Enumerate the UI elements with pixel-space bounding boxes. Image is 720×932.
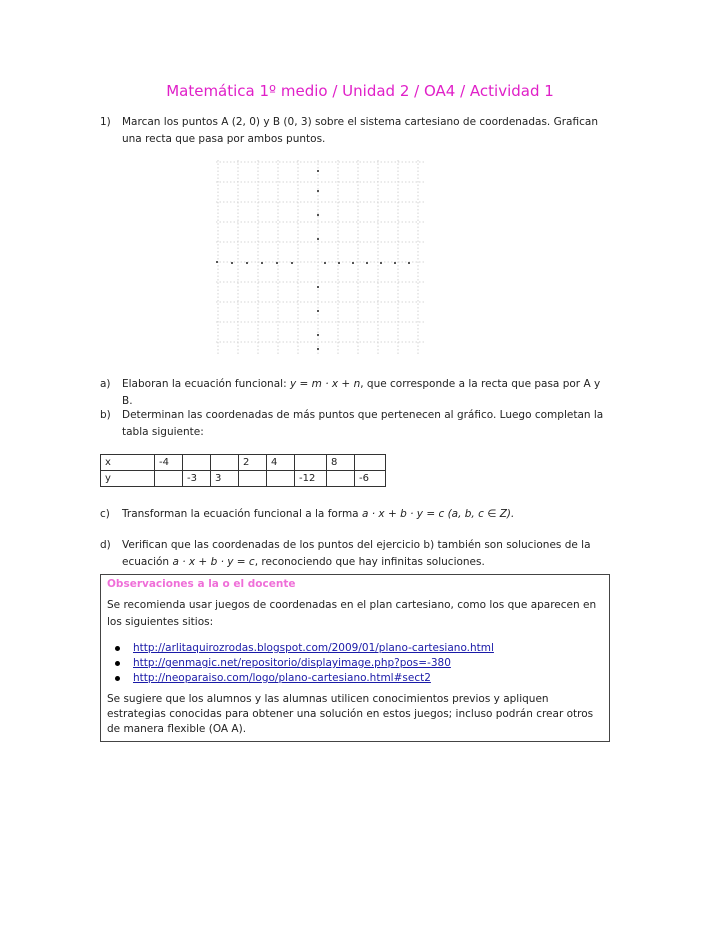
teacher-observations-box: [100, 574, 610, 742]
table-cell: -12: [295, 471, 327, 487]
item-b-text: Determinan las coordenadas de más puntos que pertenecen al gráfico. Luego completan la tabla siguiente:: [122, 409, 604, 438]
item-a-number: a): [100, 378, 111, 390]
item-c-equation: a · x + b · y = c (a, b, c ∈ Z).: [361, 508, 515, 520]
table-cell: [355, 455, 386, 471]
item-1: [100, 114, 612, 148]
item-c-pre: Transforman la ecuación funcional a la forma: [122, 508, 362, 520]
item-c: [100, 506, 612, 523]
table-cell: -3: [183, 471, 211, 487]
table-row-y: [101, 471, 386, 487]
cartesian-grid: [216, 160, 426, 355]
item-d-text: [122, 537, 612, 571]
table-row-x: [101, 455, 386, 471]
list-item: [115, 671, 494, 686]
table-cell: 3: [211, 471, 239, 487]
item-a-equation: y = m · x + n: [289, 378, 361, 390]
links-list: [115, 641, 494, 686]
item-d-equation: a · x + b · y = c: [172, 556, 255, 568]
table-cell: [211, 455, 239, 471]
bullet-icon: [115, 646, 120, 651]
item-c-text: [122, 506, 612, 523]
table-cell: [327, 471, 355, 487]
bullet-icon: [115, 661, 120, 666]
link-3[interactable]: http://neoparaiso.com/logo/plano-cartesiano.html#sect2: [133, 672, 431, 684]
table-header-y: y: [101, 471, 155, 487]
table-cell: [239, 471, 267, 487]
table-cell: -6: [355, 471, 386, 487]
table-cell: -4: [155, 455, 183, 471]
item-1-number: 1): [100, 116, 111, 128]
item-1-text: Marcan los puntos A (2, 0) y B (0, 3) sobre el sistema cartesiano de coordenadas. Grafican una recta que pasa por ambos puntos.: [122, 116, 598, 145]
item-c-number: c): [100, 508, 110, 520]
table-cell: 4: [267, 455, 295, 471]
observations-title: Observaciones a la o el docente: [107, 578, 296, 590]
table-cell: [267, 471, 295, 487]
item-d-pre: Verifican que las coordenadas de los puntos del ejercicio b) también son soluciones de la ecuación: [122, 539, 591, 568]
item-b-number: b): [100, 409, 111, 421]
item-a-pre: Elaboran la ecuación funcional:: [122, 378, 290, 390]
table-cell: 2: [239, 455, 267, 471]
item-d-number: d): [100, 539, 111, 551]
item-a-text: [122, 376, 612, 410]
table-cell: [155, 471, 183, 487]
table-cell: 8: [327, 455, 355, 471]
bullet-icon: [115, 676, 120, 681]
table-cell: [295, 455, 327, 471]
table-header-x: x: [101, 455, 155, 471]
observations-outro: Se sugiere que los alumnos y las alumnas utilicen conocimientos previos y apliquen estrategias conocidas para obtener una solución en estos juegos; incluso podrán crear otros de manera flexible (OA A).: [107, 693, 594, 735]
list-item: [115, 656, 494, 671]
item-a: [100, 376, 612, 410]
table-cell: [183, 455, 211, 471]
observations-intro: Se recomienda usar juegos de coordenadas en el plan cartesiano, como los que aparecen en los siguientes sitios:: [107, 599, 597, 628]
item-d-post: , reconociendo que hay infinitas soluciones.: [254, 556, 485, 568]
item-b: [100, 407, 612, 441]
page-title: Matemática 1º medio / Unidad 2 / OA4 / Actividad 1: [166, 82, 554, 100]
link-2[interactable]: http://genmagic.net/repositorio/displayimage.php?pos=-380: [133, 657, 451, 669]
item-d: [100, 537, 612, 571]
list-item: [115, 641, 494, 656]
item-a-post: , que corresponde a la recta que pasa por A y B.: [122, 378, 601, 407]
coordinates-table: [100, 454, 386, 487]
link-1[interactable]: http://arlitaquirozrodas.blogspot.com/2009/01/plano-cartesiano.html: [133, 642, 494, 654]
